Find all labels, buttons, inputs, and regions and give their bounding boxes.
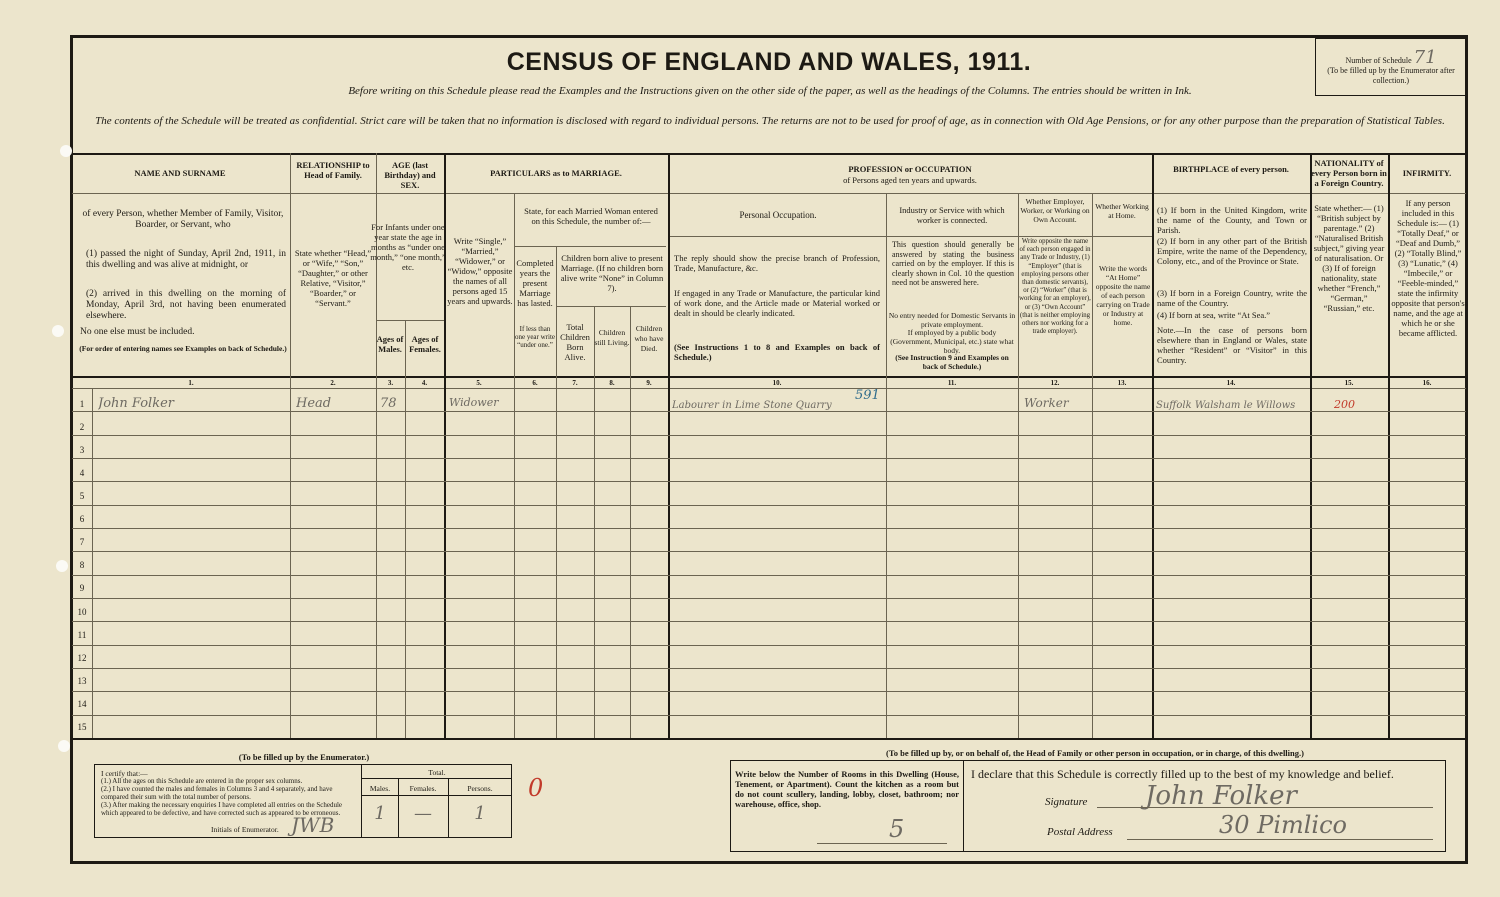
entry-birthplace: Suffolk Walsham le Willows	[1156, 400, 1296, 411]
colnum: 4.	[421, 379, 428, 387]
certify-label: I certify that:—	[101, 769, 148, 778]
address-label: Postal Address	[1047, 826, 1113, 838]
profession-sub-rule	[668, 236, 1152, 237]
row-number: 5	[79, 491, 85, 501]
industry-desc-3: If employed by a public body (Government, Municipal, etc.) state what body.	[890, 328, 1014, 355]
head-section-title: (To be filled up by, or on behalf of, the Head of Family or other person in occupation, or in charge, of this dwelling.)	[886, 748, 1304, 758]
children-living-header: Children still Living.	[594, 328, 630, 347]
marriage-state-desc: State, for each Married Woman entered on this Schedule, the number of:—	[524, 206, 658, 226]
marriage-write-desc: Write “Single,” “Married,” “Widower,” or “Widow,” opposite the names of all persons aged 15 years and upwards.	[447, 236, 513, 306]
colnum: 7.	[572, 379, 578, 387]
colnum: 10.	[772, 379, 782, 387]
row-number: 8	[79, 560, 85, 570]
employer-desc: Write opposite the name of each person engaged in any Trade or Industry, (1) “Employer” (that is employing persons other than domestic servants), or (2) “Worker” (that is working for an employer), or (3) “Own Account” (that is neither employing others nor working for a trade employer).	[1019, 238, 1091, 336]
industry-header: Industry or Service with which worker is connected.	[899, 205, 1005, 225]
industry-desc-4: (See Instruction 9 and Examples on back of Schedule.)	[895, 353, 1009, 371]
age-sub-rule	[376, 320, 444, 321]
col-line-15	[1388, 153, 1390, 738]
red-mark: 0	[528, 774, 544, 802]
total-females: —	[414, 803, 432, 824]
colnum: 3.	[387, 379, 394, 387]
row-number: 1	[79, 399, 85, 409]
row-rule	[72, 481, 1466, 482]
home-header: Whether Working at Home.	[1095, 202, 1149, 220]
row-number: 7	[79, 537, 85, 547]
home-desc: Write the words “At Home” opposite the name of each person carrying on Trade or Industry at home.	[1095, 264, 1151, 327]
header-bottom-rule	[72, 376, 1466, 378]
enumerator-initials: JWB	[291, 813, 335, 837]
signature-label: Signature	[1045, 796, 1088, 808]
infirmity-col-title: INFIRMITY.	[1402, 168, 1452, 178]
entry-employment: Worker	[1024, 396, 1069, 410]
profession-col-sub: of Persons aged ten years and upwards.	[843, 175, 977, 185]
colnum: 8.	[609, 379, 615, 387]
signature: John Folker	[1145, 781, 1297, 811]
industry-desc: This question should generally be answered by stating the business carried on by the employer. If this is clearly shown in Col. 10 the question need not be answered here.	[892, 240, 1014, 287]
colnum: 6.	[532, 379, 538, 387]
punch-hole	[60, 145, 72, 157]
personal-occupation-desc: The reply should show the precise branch of Profession, Trade, Manufacture, &c.	[674, 253, 880, 273]
rel-col-title: RELATIONSHIP to Head of Family.	[296, 160, 370, 180]
colnum: 15.	[1344, 379, 1354, 387]
row-rule	[72, 598, 1466, 599]
row-number: 3	[79, 445, 85, 455]
children-died-header: Children who have Died.	[634, 324, 664, 353]
header-top-rule	[72, 153, 1466, 155]
rownum-col-line	[92, 388, 93, 738]
employer-header: Whether Employer, Worker, or Working on Own Account.	[1020, 197, 1090, 224]
birthplace-rule-1: (1) If born in the United Kingdom, write the name of the County, and Town or Parish.	[1157, 205, 1307, 235]
declaration: I declare that this Schedule is correctly filled up to the best of my knowledge and belief.	[971, 767, 1394, 781]
rows-bottom-rule	[72, 738, 1466, 740]
row-number: 12	[77, 653, 87, 663]
profession-col-title: PROFESSION or OCCUPATION	[848, 164, 972, 174]
total-label: Total.	[428, 768, 446, 777]
punch-hole	[52, 325, 64, 337]
marriage-years-note: If less than one year write “under one.”	[514, 325, 556, 349]
name-col-rule-4: (For order of entering names see Examples on back of Schedule.)	[79, 344, 287, 353]
row-number: 13	[77, 676, 87, 686]
total-table	[361, 765, 512, 837]
name-col-desc: of every Person, whether Member of Family, Visitor, Boarder, or Servant, who	[82, 209, 284, 230]
certify-1: (1.) All the ages on this Schedule are entered in the proper sex columns.	[101, 777, 303, 785]
col-line-10	[886, 193, 887, 738]
entry-occupation-code: 591	[855, 388, 880, 403]
row-rule	[72, 528, 1466, 529]
punch-hole	[58, 740, 70, 752]
age-col-title: AGE (last Birthday) and SEX.	[384, 160, 436, 190]
entry-age-male: 78	[380, 396, 397, 411]
nationality-col-title: NATIONALITY of every Person born in a Foreign Country.	[1311, 158, 1387, 188]
birthplace-col-title: BIRTHPLACE of every person.	[1173, 164, 1289, 174]
personal-occupation-desc-2: If engaged in any Trade or Manufacture, the particular kind of work done, and the Article made or Material worked or dealt in should be clearly indicated.	[674, 288, 880, 318]
marriage-years-header: Completed years the present Marriage has lasted.	[516, 258, 554, 308]
enumerator-box	[94, 764, 512, 838]
row-number: 11	[77, 630, 87, 640]
rooms-desc: Write below the Number of Rooms in this Dwelling (House, Tenement, or Apartment). Count the kitchen as a room but do not count scullery, landing, lobby, closet, bathroom; nor warehouse, office, shop.	[735, 769, 959, 809]
punch-hole	[56, 560, 68, 572]
schedule-number-label: Number of Schedule	[1345, 56, 1412, 65]
persons-label: Persons.	[467, 784, 493, 793]
head-section-box	[730, 760, 1446, 852]
row-rule	[72, 645, 1466, 646]
birthplace-rule-4: (4) If born at sea, write “At Sea.”	[1157, 310, 1271, 320]
row-rule	[72, 505, 1466, 506]
marriage-col-title: PARTICULARS as to MARRIAGE.	[490, 168, 622, 178]
certify-2: (2.) I have counted the males and females in Columns 3 and 4 separately, and have compared their sum with the total number of persons.	[101, 785, 333, 801]
entry-relationship: Head	[296, 396, 332, 411]
page-title: CENSUS OF ENGLAND AND WALES, 1911.	[506, 48, 1032, 76]
colnum: 16.	[1422, 379, 1432, 387]
birthplace-rule-3: (3) If born in a Foreign Country, write the name of the Country.	[1157, 288, 1307, 308]
age-col-desc: For Infants under one year state the age in months as “under one month,” “one month,” etc.	[370, 222, 446, 272]
col-line-1	[290, 153, 291, 738]
colnum: 14.	[1226, 379, 1236, 387]
row-number: 14	[77, 699, 87, 709]
personal-occupation-desc-3: (See Instructions 1 to 8 and Examples on back of Schedule.)	[674, 342, 880, 362]
row-rule	[72, 668, 1466, 669]
colnum: 11.	[947, 379, 957, 387]
males-label: Males.	[369, 784, 391, 793]
colnum: 1.	[188, 379, 194, 387]
row-rule	[72, 691, 1466, 692]
colnum-rule	[72, 388, 1466, 389]
row-number: 15	[77, 722, 87, 732]
rel-col-desc: State whether “Head,” or “Wife,” “Son,” “Daughter,” or other Relative, “Visitor,” “Boarder,” or “Servant.”	[294, 248, 372, 308]
row-number: 10	[77, 607, 87, 617]
colnum: 13.	[1117, 379, 1127, 387]
rooms-count: 5	[889, 815, 905, 843]
row-rule	[72, 575, 1466, 576]
age-females-header: Ages of Females.	[409, 334, 441, 354]
row-rule	[72, 715, 1466, 716]
name-col-title: NAME AND SURNAME	[134, 168, 226, 178]
instruction-line: Before writing on this Schedule please read the Examples and the Instructions given on the other side of the paper, as well as the headings of the Columns. The entries should be written in Ink.	[348, 85, 1192, 97]
header-title-rule	[72, 193, 1466, 194]
marriage-sub-rule	[514, 246, 666, 247]
total-persons: 1	[474, 803, 486, 824]
row-number: 2	[79, 422, 85, 432]
personal-occupation-header: Personal Occupation.	[739, 210, 817, 220]
enumerator-title: (To be filled up by the Enumerator.)	[238, 752, 370, 762]
row-number: 4	[79, 468, 85, 478]
colnum: 12.	[1050, 379, 1060, 387]
initials-label: Initials of Enumerator.	[211, 825, 279, 834]
col-line-6	[556, 246, 557, 738]
col-line-9	[668, 153, 670, 738]
col-line-8	[630, 306, 631, 738]
schedule-number-value: 71	[1413, 47, 1437, 68]
confidential-notice: The contents of the Schedule will be treated as confidential. Strict care will be taken that no information is disclosed with regard to individual persons. The returns are not to be used for proof of age, as in connection with Old Age Pensions, or for any other purpose than the preparation of Statistical Tables.	[95, 115, 1445, 127]
row-rule	[72, 458, 1466, 459]
marriage-children-desc: Children born alive to present Marriage. (If no children born alive write “None” in Column 7).	[560, 253, 664, 293]
col-line-12	[1092, 193, 1093, 738]
name-col-rule-2: (2) arrived in this dwelling on the morning of Monday, April 3rd, not having been enumerated elsewhere.	[86, 289, 286, 321]
age-males-header: Ages of Males.	[376, 334, 404, 354]
name-col-rule-1: (1) passed the night of Sunday, April 2nd, 1911, in this dwelling and was alive at midnight, or	[86, 249, 286, 270]
entry-name: John Folker	[98, 396, 174, 411]
certify-3: (3.) After making the necessary enquiries I have completed all entries on the Schedule which appeared to be defective, and have corrected such as appeared to be erroneous.	[101, 801, 343, 817]
name-col-rule-3: No one else must be included.	[80, 327, 195, 337]
entry-occupation: Labourer in Lime Stone Quarry	[672, 400, 832, 411]
schedule-number-note: (To be filled up by the Enumerator after collection.)	[1327, 66, 1455, 85]
total-males: 1	[374, 803, 386, 824]
infirmity-desc: If any person included in this Schedule is:— (1) “Totally Deaf,” or “Deaf and Dumb,” (2) “Totally Blind,” (3) “Lunatic,” (4) “Imbecile,” or “Feeble-minded,” state the infirmity opposite that person's name, and the age at which he or she became afflicted.	[1391, 198, 1465, 338]
colnum: 2.	[330, 379, 336, 387]
row-rule	[72, 411, 1466, 412]
females-label: Females.	[409, 784, 437, 793]
colnum: 9.	[646, 379, 652, 387]
industry-desc-2: No entry needed for Domestic Servants in private employment.	[888, 311, 1016, 329]
children-sub-rule	[556, 306, 666, 307]
colnum: 5.	[476, 379, 482, 387]
birthplace-rule-2: (2) If born in any other part of the British Empire, write the name of the Dependency, Colony, etc., and of the Province or State.	[1157, 236, 1307, 266]
col-line-13	[1152, 153, 1154, 738]
entry-marriage: Widower	[449, 396, 499, 409]
birthplace-note: Note.—In the case of persons born elsewhere than in England or Wales, state whether “Resident” or “Visitor” in this Country.	[1157, 325, 1307, 365]
row-number: 9	[79, 583, 85, 593]
postal-address: 30 Pimlico	[1219, 811, 1347, 839]
row-rule	[72, 621, 1466, 622]
nationality-desc: State whether:— (1) “British subject by parentage.” (2) “Naturalised British subject,” giving year of naturalisation. Or (3) If of foreign nationality, state whether “French,” “German,” “Russian,” etc.	[1313, 203, 1385, 313]
col-line-7	[594, 306, 595, 738]
row-number: 6	[79, 514, 85, 524]
row-rule	[72, 435, 1466, 436]
children-total-header: Total Children Born Alive.	[560, 322, 590, 362]
row-rule	[72, 551, 1466, 552]
entry-birthplace-code: 200	[1334, 398, 1355, 411]
